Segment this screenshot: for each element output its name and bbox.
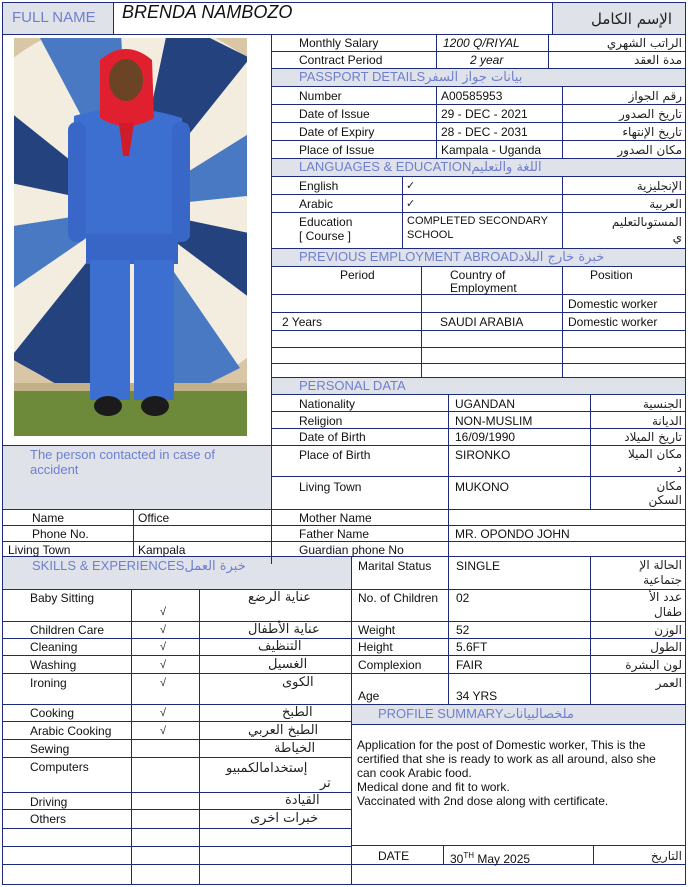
- full-name-label: FULL NAME: [12, 9, 96, 26]
- education-ar-1: المستوىالتعليم: [611, 215, 682, 229]
- skill-computers-ar: إستخدامالكمبيو: [226, 761, 308, 776]
- nationality-label: Nationality: [299, 397, 356, 411]
- weight-label: Weight: [358, 623, 396, 637]
- skill-baby-sitting-check-icon: √: [160, 606, 167, 618]
- skill-ironing-label: Ironing: [30, 676, 67, 690]
- full-name-ar-label: الإسم الكامل: [590, 10, 672, 28]
- passport-expiry-value: 28 - DEC - 2031: [441, 125, 528, 139]
- skill-washing-check-icon: √: [160, 659, 167, 671]
- height-value: 5.6FT: [456, 640, 488, 654]
- date-value: [450, 849, 530, 866]
- skill-cleaning-check-icon: √: [160, 641, 167, 653]
- complexion-value: FAIR: [456, 658, 483, 672]
- father-name-value: MR. OPONDO JOHN: [455, 527, 570, 541]
- date-rest: May 2025: [474, 852, 531, 866]
- guardian-phone-label: Guardian phone No: [299, 543, 404, 557]
- living-town-ar-1: مكان: [656, 479, 682, 493]
- salary-value: 1200 Q/RIYAL: [443, 36, 520, 50]
- education-label-2: [ Course ]: [299, 229, 352, 243]
- previous-row2-country: SAUDI ARABIA: [440, 315, 524, 329]
- full-name-value: BRENDA NAMBOZO: [122, 2, 293, 22]
- skill-computers-ar-2: تر: [320, 776, 331, 791]
- dob-label: Date of Birth: [299, 430, 366, 444]
- complexion-label: Complexion: [358, 658, 422, 672]
- salary-label: Monthly Salary: [299, 36, 379, 50]
- skill-ironing-check-icon: √: [160, 677, 167, 689]
- contact-title-2: accident: [30, 462, 79, 477]
- languages-section-ar: اللغة والتعليم: [471, 160, 542, 175]
- contact-title-1: The person contacted in case of: [30, 447, 216, 462]
- profile-section-label: PROFILE SUMMARY: [378, 706, 504, 721]
- skills-section-title: [32, 559, 246, 574]
- profile-line-5: Vaccinated with 2nd dose along with certificate.: [357, 794, 609, 808]
- pob-label: Place of Birth: [299, 448, 371, 462]
- previous-row1-position: Domestic worker: [568, 297, 658, 311]
- english-label: English: [299, 179, 339, 193]
- age-value: 34 YRS: [456, 689, 498, 703]
- skill-cleaning-ar: التنظيف: [258, 639, 302, 654]
- contact-phone-label: Phone No.: [32, 527, 89, 541]
- english-check-icon: ✓: [406, 180, 416, 192]
- date-suffix: TH: [463, 851, 475, 860]
- skill-computers-label: Computers: [30, 760, 89, 774]
- living-town-ar-2: السكن: [648, 493, 682, 507]
- contact-town-value: Kampala: [138, 543, 186, 557]
- marital-status-label: Marital Status: [358, 559, 432, 573]
- passport-issue-label: Date of Issue: [299, 107, 370, 121]
- contract-ar-label: مدة العقد: [634, 53, 682, 67]
- passport-number-label: Number: [299, 89, 342, 103]
- date-day: 30: [450, 852, 464, 866]
- profile-line-1: Application for the post of Domestic worker, This is the: [357, 738, 646, 752]
- previous-section-ar: خبرة خارج البلاد: [518, 250, 605, 265]
- arabic-label: Arabic: [299, 197, 334, 211]
- passport-expiry-ar: تاريخ الإنتهاء: [622, 125, 682, 139]
- column-position: Position: [590, 268, 633, 282]
- skill-washing-label: Washing: [30, 658, 77, 672]
- father-name-label: Father Name: [299, 527, 370, 541]
- living-town-label: Living Town: [299, 480, 362, 494]
- skill-washing-ar: الغسيل: [268, 657, 308, 672]
- profile-line-4: Medical done and fit to work.: [357, 780, 510, 794]
- education-label-1: Education: [299, 215, 353, 229]
- skill-arabic-cooking-label: Arabic Cooking: [30, 724, 112, 738]
- height-label: Height: [358, 640, 393, 654]
- marital-status-ar-2: جتماعية: [643, 573, 682, 587]
- applicant-photo: [14, 38, 247, 436]
- nationality-ar: الجنسية: [642, 397, 682, 411]
- profile-line-3: can cook Arabic food.: [357, 766, 472, 780]
- nationality-value: UGANDAN: [455, 397, 516, 411]
- skills-section-ar: خبرة العمل: [184, 559, 246, 574]
- previous-section-title: [299, 250, 604, 265]
- complexion-ar: لون البشرة: [625, 658, 682, 672]
- marital-status-value: SINGLE: [456, 559, 501, 573]
- children-ar-2: طفال: [654, 605, 682, 619]
- contract-label: Contract Period: [299, 53, 383, 67]
- skill-arabic-cooking-check-icon: √: [160, 725, 167, 737]
- pob-value: SIRONKO: [455, 448, 511, 462]
- profile-line-2: certified that she is ready to work as all around, also she: [357, 752, 656, 766]
- skill-baby-sitting-label: Baby Sitting: [30, 591, 95, 605]
- languages-section-label: LANGUAGES & EDUCATION: [299, 159, 472, 174]
- passport-issue-ar: تاريخ الصدور: [619, 107, 682, 121]
- skill-others-ar: خبرات اخرى: [250, 811, 319, 826]
- arabic-ar: العربية: [649, 197, 682, 211]
- previous-section-label: PREVIOUS EMPLOYMENT ABROAD: [299, 249, 519, 264]
- living-town-value: MUKONO: [455, 480, 509, 494]
- skill-others-label: Others: [30, 812, 67, 826]
- previous-row2-position: Domestic worker: [568, 315, 658, 329]
- age-ar: العمر: [655, 676, 682, 690]
- passport-place-ar: مكان الصدور: [617, 143, 682, 157]
- arabic-check-icon: ✓: [406, 198, 416, 210]
- skill-baby-sitting-ar: عناية الرضع: [248, 590, 312, 605]
- passport-issue-value: 29 - DEC - 2021: [441, 107, 528, 121]
- skill-cooking-label: Cooking: [30, 706, 75, 720]
- weight-ar: الوزن: [654, 623, 682, 637]
- pob-ar-1: مكان الميلا: [627, 447, 682, 461]
- profile-section-title: [378, 707, 574, 722]
- column-country-2: Employment: [450, 281, 517, 295]
- skill-ironing-ar: الكوى: [282, 675, 314, 690]
- dob-value: 16/09/1990: [455, 430, 516, 444]
- children-value: 02: [456, 591, 470, 605]
- passport-place-label: Place of Issue: [299, 143, 375, 157]
- passport-section-label: PASSPORT DETAILS: [299, 69, 426, 84]
- skill-cooking-check-icon: √: [160, 707, 167, 719]
- skills-section-label: SKILLS & EXPERIENCES: [32, 558, 185, 573]
- education-value-1: COMPLETED SECONDARY: [407, 215, 548, 227]
- contact-name-label: Name: [32, 511, 65, 525]
- date-ar: التاريخ: [650, 849, 682, 863]
- skill-sewing-label: Sewing: [30, 742, 70, 756]
- weight-value: 52: [456, 623, 470, 637]
- skill-children-care-ar: عناية الأطفال: [248, 622, 320, 637]
- personal-section-label: PERSONAL DATA: [299, 378, 406, 393]
- children-label: No. of Children: [358, 591, 439, 605]
- skill-driving-ar: القيادة: [285, 793, 320, 808]
- passport-section-title: [299, 70, 522, 85]
- contact-name-value: Office: [138, 511, 170, 525]
- passport-number-value: A00585953: [441, 89, 503, 103]
- previous-row2-period: 2 Years: [282, 315, 323, 329]
- contact-town-label: Living Town: [8, 543, 71, 557]
- english-ar: الإنجليزية: [636, 179, 682, 193]
- passport-place-value: Kampala - Uganda: [441, 143, 542, 157]
- column-period: Period: [340, 268, 375, 282]
- height-ar: الطول: [650, 640, 682, 654]
- date-label: DATE: [378, 849, 410, 863]
- column-country-1: Country of: [450, 268, 506, 282]
- education-ar-2: ي: [672, 230, 682, 244]
- mother-name-label: Mother Name: [299, 511, 372, 525]
- skill-cleaning-label: Cleaning: [30, 640, 78, 654]
- skill-arabic-cooking-ar: الطبخ العربي: [248, 723, 319, 738]
- skill-driving-label: Driving: [30, 795, 68, 809]
- age-label: Age: [358, 689, 380, 703]
- religion-label: Religion: [299, 414, 343, 428]
- profile-section-ar: ملخصالبيانات: [503, 707, 574, 722]
- languages-section-title: [299, 160, 542, 175]
- religion-ar: الديانة: [651, 414, 682, 428]
- skill-children-care-check-icon: √: [160, 624, 167, 636]
- skill-sewing-ar: الخياطة: [274, 741, 316, 756]
- passport-number-ar: رقم الجواز: [628, 89, 682, 103]
- pob-ar-2: د: [676, 461, 682, 475]
- skill-children-care-label: Children Care: [30, 623, 105, 637]
- salary-ar-label: الراتب الشهري: [606, 36, 682, 50]
- religion-value: NON-MUSLIM: [455, 414, 533, 428]
- passport-expiry-label: Date of Expiry: [299, 125, 375, 139]
- dob-ar: تاريخ الميلاد: [624, 430, 682, 444]
- marital-status-ar-1: الحالة الإ: [639, 558, 682, 572]
- contract-value: 2 year: [470, 53, 504, 67]
- skill-cooking-ar: الطبخ: [282, 705, 313, 720]
- children-ar-1: عدد الأ: [649, 590, 682, 604]
- education-value-2: SCHOOL: [407, 229, 454, 241]
- passport-section-ar: بيانات جواز السفر: [425, 70, 523, 85]
